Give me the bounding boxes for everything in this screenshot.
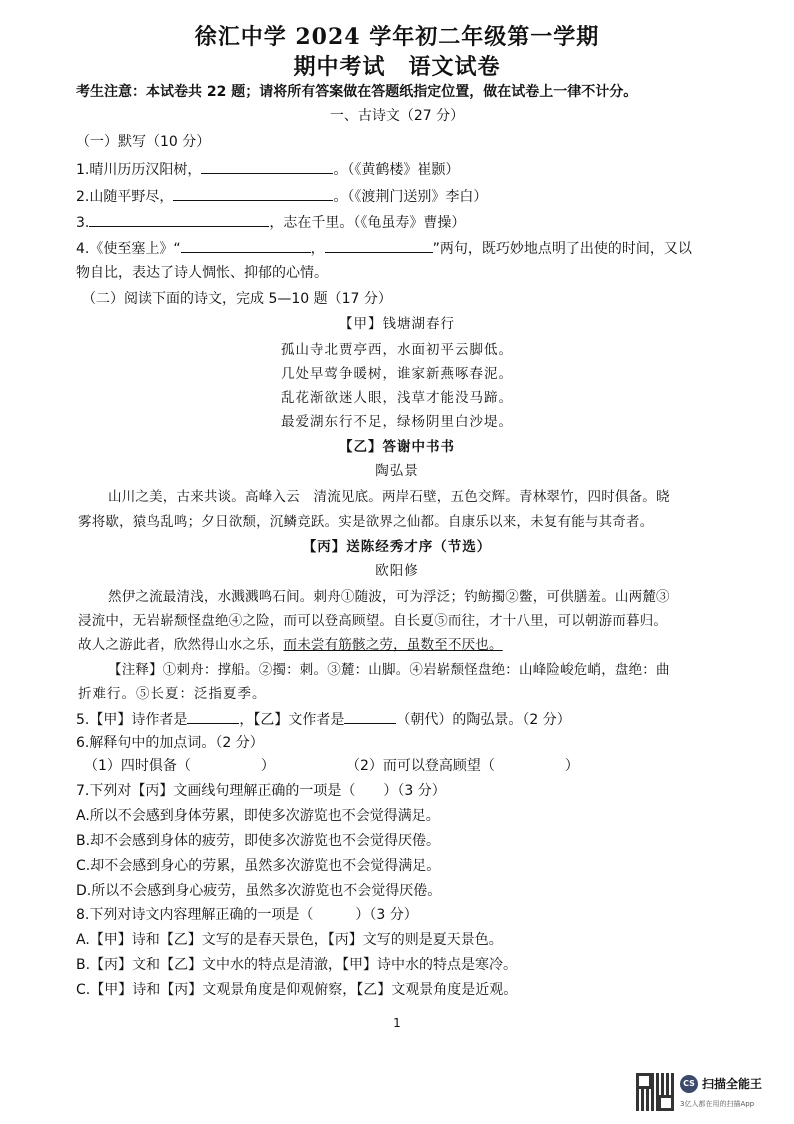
camscanner-logo-icon: CS (680, 1075, 698, 1093)
question-8-option-c: C.【甲】诗和【丙】文观景角度是仰观俯察，【乙】文观景角度是近观。 (76, 982, 518, 998)
question-6-item-1: （1）四时俱备（ ） (84, 758, 275, 774)
q5-part-a: 5.【甲】诗作者是 (76, 712, 188, 728)
text-b-author: 陶弘景 (375, 463, 419, 479)
exam-title-line2: 期中考试 语文试卷 (293, 54, 501, 80)
poem-a-title: 【甲】钱塘湖春行 (339, 316, 455, 332)
q5-answer-blank-2[interactable] (344, 709, 396, 724)
text-b-line-1: 山川之美，古来共谈。高峰入云 清流见底。两岸石壁，五色交辉。青林翠竹，四时俱备。晓 (108, 489, 670, 505)
q5-answer-blank-1[interactable] (187, 709, 239, 724)
question-5 (76, 709, 571, 730)
q2-prefix: 2.山随平野尽， (76, 189, 174, 205)
q2-suffix: 。（《渡荆门送别》李白） (333, 189, 488, 205)
question-7-option-b: B.却不会感到身体的疲劳，即使多次游览也不会觉得厌倦。 (76, 833, 441, 849)
question-4-cont: 物自比，表达了诗人惆怅、抑郁的心情。 (76, 265, 328, 281)
poem-a-line-1: 孤山寺北贾亭西，水面初平云脚低。 (281, 342, 513, 358)
question-7-option-d: D.所以不会感到身心疲劳，虽然多次游览也不会觉得厌倦。 (76, 883, 442, 899)
q4-answer-blank-2[interactable] (325, 238, 433, 253)
notes-line-2: 折难行。⑤长夏：泛指夏季。 (78, 686, 267, 702)
question-8-option-b: B.【丙】文和【乙】文中水的特点是清澈，【甲】诗中水的特点是寒冷。 (76, 957, 518, 973)
q4-prefix: 4.《使至塞上》“ (76, 241, 181, 257)
q1-prefix: 1.晴川历历汉阳树， (76, 162, 202, 178)
text-b-title: 【乙】答谢中书书 (339, 439, 455, 455)
q2-answer-blank[interactable] (173, 186, 333, 201)
part2-heading: （二）阅读下面的诗文，完成 5—10 题（17 分） (82, 291, 392, 307)
q3-answer-blank[interactable] (89, 212, 269, 227)
page-number: 1 (393, 1016, 401, 1030)
question-7-option-c: C.却不会感到身心的劳累，虽然多次游览也不会觉得满足。 (76, 858, 441, 874)
scanner-app-tagline: 3亿人都在用的扫描App (680, 1100, 755, 1108)
q4-mid: ， (310, 241, 325, 257)
question-6: 6.解释句中的加点词。（2 分） (76, 735, 264, 751)
scanner-app-name: 扫描全能王 (702, 1077, 763, 1091)
question-4 (76, 238, 692, 259)
text-c-title: 【丙】送陈经秀才序（节选） (302, 539, 492, 555)
exam-notice: 考生注意：本试卷共 22 题；请将所有答案做在答题纸指定位置，做在试卷上一律不计分。 (76, 84, 638, 100)
q3-prefix: 3. (76, 215, 90, 231)
text-c-line-3 (78, 635, 503, 655)
q4-answer-blank-1[interactable] (181, 238, 311, 253)
q3-suffix: ，志在千里。（《龟虽寿》曹操） (269, 215, 466, 231)
part1-heading: （一）默写（10 分） (76, 134, 211, 150)
qr-code-icon (636, 1073, 674, 1111)
q5-part-c: （朝代）的陶弘景。（2 分） (396, 712, 571, 728)
poem-a-line-3: 乱花渐欲迷人眼，浅草才能没马蹄。 (281, 390, 513, 406)
text-c-last-plain: 故人之游此者，欣然得山水之乐， (78, 637, 284, 653)
scanner-watermark (636, 1073, 786, 1113)
question-7: 7.下列对【丙】文画线句理解正确的一项是（ ）（3 分） (76, 783, 446, 799)
question-3 (76, 212, 465, 233)
section-title: 一、古诗文（27 分） (329, 108, 465, 124)
exam-title-line1: 徐汇中学 2024 学年初二年级第一学期 (194, 24, 600, 50)
text-c-author: 欧阳修 (375, 563, 419, 579)
notes-line-1: 【注释】①刺舟：撑船。②擉：刺。③麓：山脚。④岩崭颓怪盘绝：山峰险峻危峭，盘绝：曲 (108, 662, 670, 678)
poem-a-line-2: 几处早莺争暖树，谁家新燕啄春泥。 (281, 366, 513, 382)
question-8: 8.下列对诗文内容理解正确的一项是（ ）（3 分） (76, 907, 418, 923)
question-7-option-a: A.所以不会感到身体劳累，即使多次游览也不会觉得满足。 (76, 808, 440, 824)
q4-suffix: ”两句，既巧妙地点明了出使的时间，又以 (432, 241, 692, 257)
question-2 (76, 186, 487, 207)
text-c-underlined-sentence: 而未尝有筋骸之劳，虽数至不厌也。 (283, 637, 503, 653)
poem-a-line-4: 最爱湖东行不足，绿杨阴里白沙堤。 (281, 414, 513, 430)
question-1 (76, 159, 459, 180)
question-6-item-2: （2）而可以登高顾望（ ） (346, 758, 579, 774)
question-8-option-a: A.【甲】诗和【乙】文写的是春天景色，【丙】文写的则是夏天景色。 (76, 932, 503, 948)
q5-part-b: ，【乙】文作者是 (239, 712, 345, 728)
text-c-line-2: 浸流中，无岩崭颓怪盘绝④之险，而可以登高顾望。自长夏⑤而往，才十八里，可以朝游而暮归。 (78, 613, 668, 629)
text-c-line-1: 然伊之流最清浅，水溅溅鸣石间。刺舟①随波，可为浮泛；钓鲂擉②鳖，可供膳羞。山两麓③ (108, 589, 670, 605)
q1-suffix: 。（《黄鹤楼》崔颢） (333, 162, 460, 178)
q1-answer-blank[interactable] (201, 159, 333, 174)
text-b-line-2: 雾将歇，猿鸟乱鸣；夕日欲颓，沉鳞竞跃。实是欲界之仙都。自康乐以来，未复有能与其奇者。 (78, 514, 654, 530)
